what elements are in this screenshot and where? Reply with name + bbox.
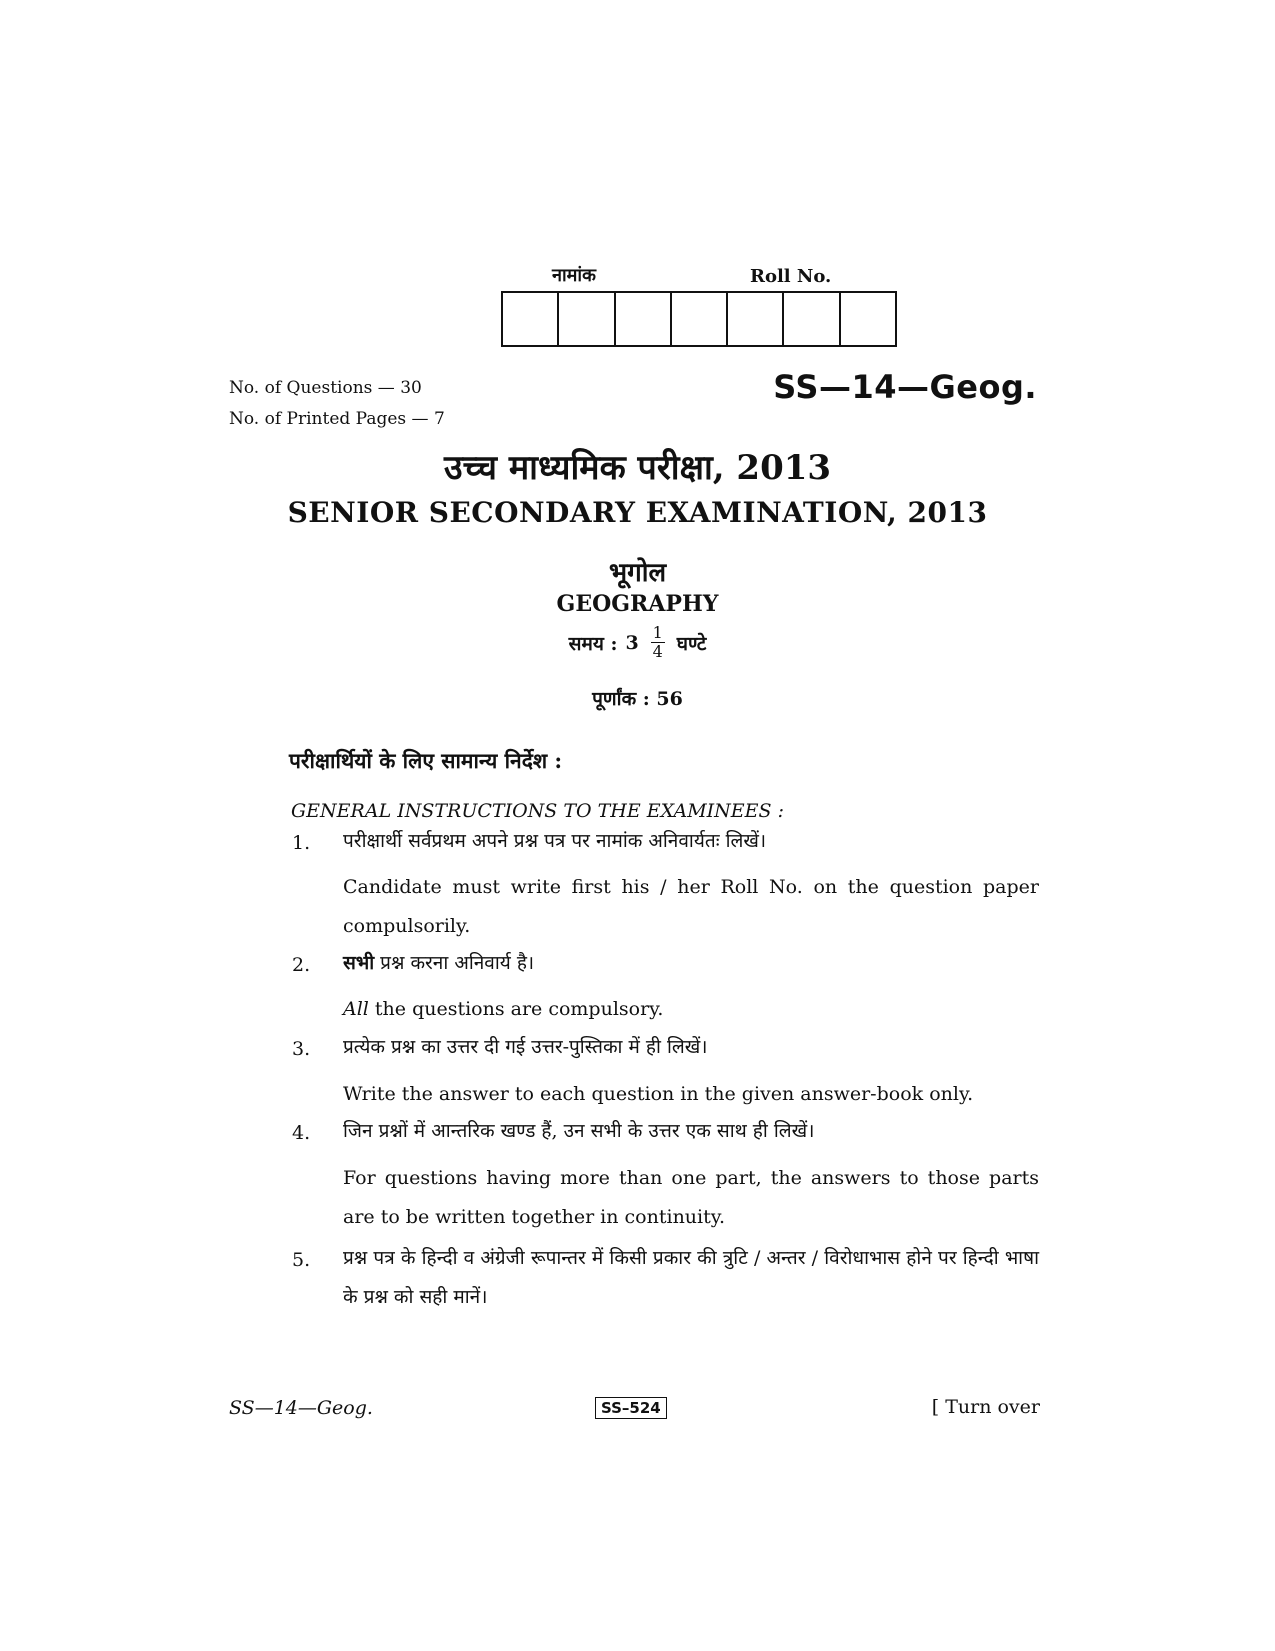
instruction-hindi: प्रत्येक प्रश्न का उत्तर दी गई उत्तर-पुस्तिका में ही लिखें। [343, 1036, 708, 1058]
roll-box [784, 293, 840, 345]
roll-box [672, 293, 728, 345]
instruction-emphasis: All [343, 998, 369, 1020]
time-unit: घण्टे [676, 632, 707, 655]
instructions-heading-hindi: परीक्षार्थियों के लिए सामान्य निर्देश : [289, 748, 563, 773]
footer-turn-over: [ Turn over [931, 1396, 1040, 1418]
roll-label-english: Roll No. [750, 266, 832, 287]
roll-number-boxes [501, 291, 897, 347]
instruction-number: 5. [292, 1249, 311, 1271]
roll-box [616, 293, 672, 345]
instruction-hindi: परीक्षार्थी सर्वप्रथम अपने प्रश्न पत्र पर नामांक अनिवार्यतः लिखें। [343, 830, 767, 852]
num-printed-pages: No. of Printed Pages — 7 [229, 409, 445, 429]
roll-box [503, 293, 559, 345]
roll-box [559, 293, 615, 345]
instruction-english: Write the answer to each question in the given answer-book only. [343, 1083, 974, 1105]
time-fraction [651, 624, 665, 661]
instruction-hindi-rest: प्रश्न करना अनिवार्य है। [374, 952, 535, 974]
instruction-english: Candidate must write first his / her Roll No. on the question paper compulsorily. [343, 876, 1039, 937]
roll-box [728, 293, 784, 345]
instructions-heading-english: GENERAL INSTRUCTIONS TO THE EXAMINEES : [291, 800, 784, 822]
footer-series-code: SS–524 [595, 1397, 667, 1419]
exam-title-hindi: उच्च माध्यमिक परीक्षा, 2013 [443, 448, 832, 488]
instruction-number: 4. [292, 1122, 311, 1144]
paper-code: SS—14—Geog. [773, 368, 1037, 406]
time-numerator: 1 [652, 623, 663, 642]
instruction-english: For questions having more than one part, the answers to those parts are to be written together in continuity. [343, 1167, 1039, 1228]
instruction-english [343, 990, 1039, 1029]
total-marks: पूर्णांक : 56 [592, 688, 683, 710]
instruction-number: 2. [292, 954, 311, 976]
subject-hindi: भूगोल [608, 558, 667, 588]
instruction-emphasis: सभी [343, 952, 375, 974]
footer-paper-code: SS—14—Geog. [229, 1397, 373, 1419]
time-denominator: 4 [652, 642, 663, 661]
instruction-number: 1. [292, 832, 311, 854]
instruction-hindi: जिन प्रश्नों में आन्तरिक खण्ड हैं, उन सभी के उत्तर एक साथ ही लिखें। [343, 1120, 815, 1142]
time-label: समय : [568, 632, 618, 655]
instruction-hindi: प्रश्न पत्र के हिन्दी व अंग्रेजी रूपान्तर में किसी प्रकार की त्रुटि / अन्तर / विरोधाभास होने पर हिन्दी भाषा के प्रश्न को सही मानें। [343, 1247, 1039, 1308]
instruction-hindi [343, 944, 1039, 983]
exam-title-english: SENIOR SECONDARY EXAMINATION, 2013 [287, 496, 988, 529]
exam-duration [0, 624, 1275, 661]
roll-label-hindi: नामांक [552, 265, 596, 286]
instruction-english-rest: the questions are compulsory. [368, 998, 664, 1020]
subject-english: GEOGRAPHY [556, 591, 719, 617]
num-questions: No. of Questions — 30 [229, 378, 422, 398]
instruction-number: 3. [292, 1038, 311, 1060]
roll-box [841, 293, 895, 345]
time-whole: 3 [625, 631, 639, 654]
